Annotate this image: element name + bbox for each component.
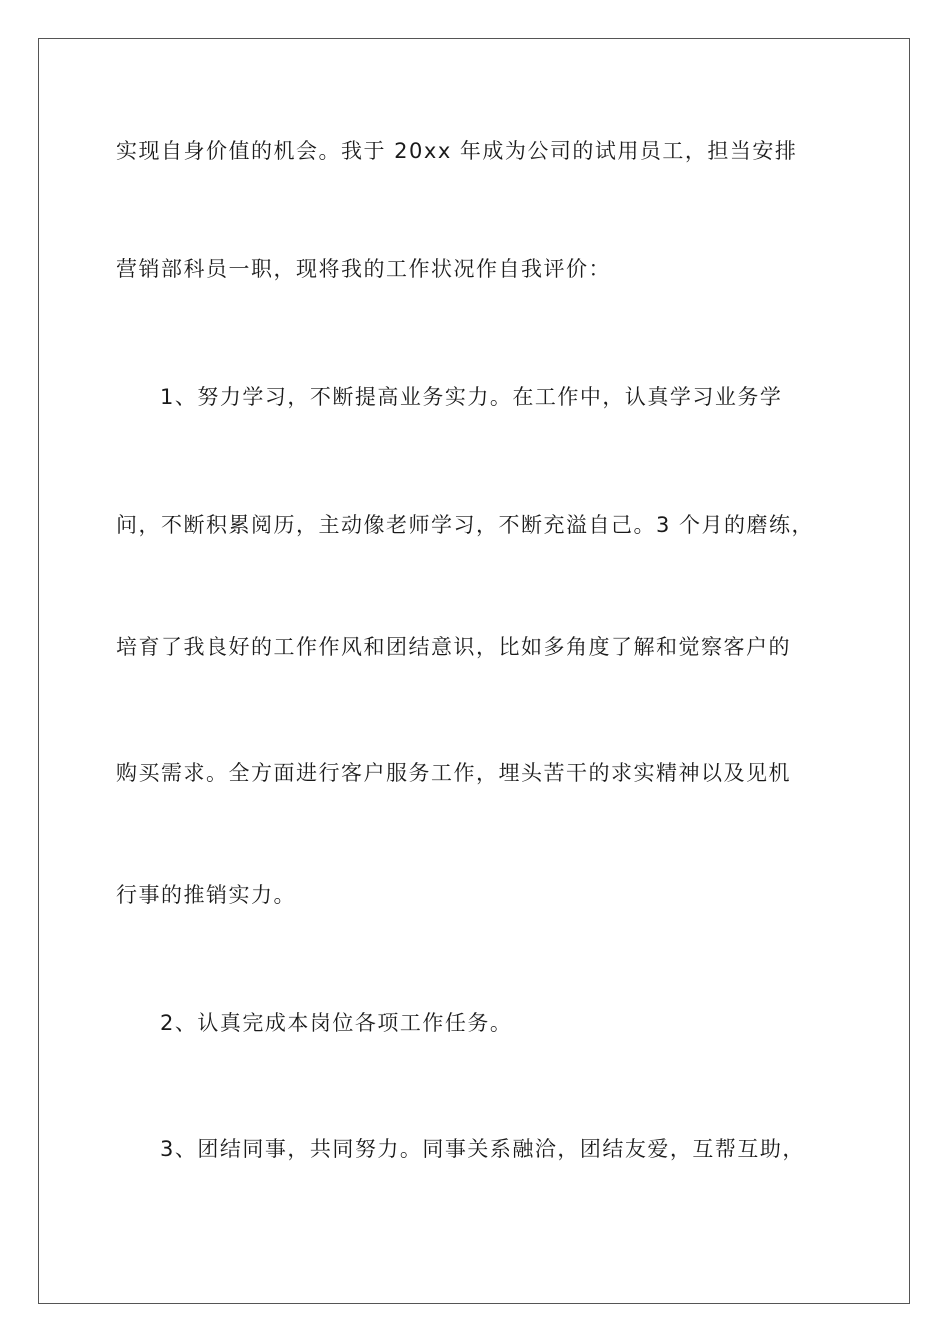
text-line-2: 营销部科员一职，现将我的工作状况作自我评价：: [116, 257, 611, 281]
text-line-5: 培育了我良好的工作作风和团结意识，比如多角度了解和觉察客户的: [116, 635, 791, 659]
text-line-6: 购买需求。全方面进行客户服务工作，埋头苦干的求实精神以及见机: [116, 761, 791, 785]
text-line-4: 问，不断积累阅历，主动像老师学习，不断充溢自己。3 个月的磨练，: [116, 513, 815, 537]
text-line-9: 3、团结同事，共同努力。同事关系融洽，团结友爱，互帮互助，: [160, 1137, 805, 1161]
text-line-8: 2、认真完成本岗位各项工作任务。: [160, 1011, 513, 1035]
page-border: [38, 38, 910, 1304]
text-line-1: 实现自身价值的机会。我于 20xx 年成为公司的试用员工，担当安排: [116, 139, 798, 163]
text-line-3: 1、努力学习，不断提高业务实力。在工作中，认真学习业务学: [160, 385, 783, 409]
text-line-7: 行事的推销实力。: [116, 883, 296, 907]
